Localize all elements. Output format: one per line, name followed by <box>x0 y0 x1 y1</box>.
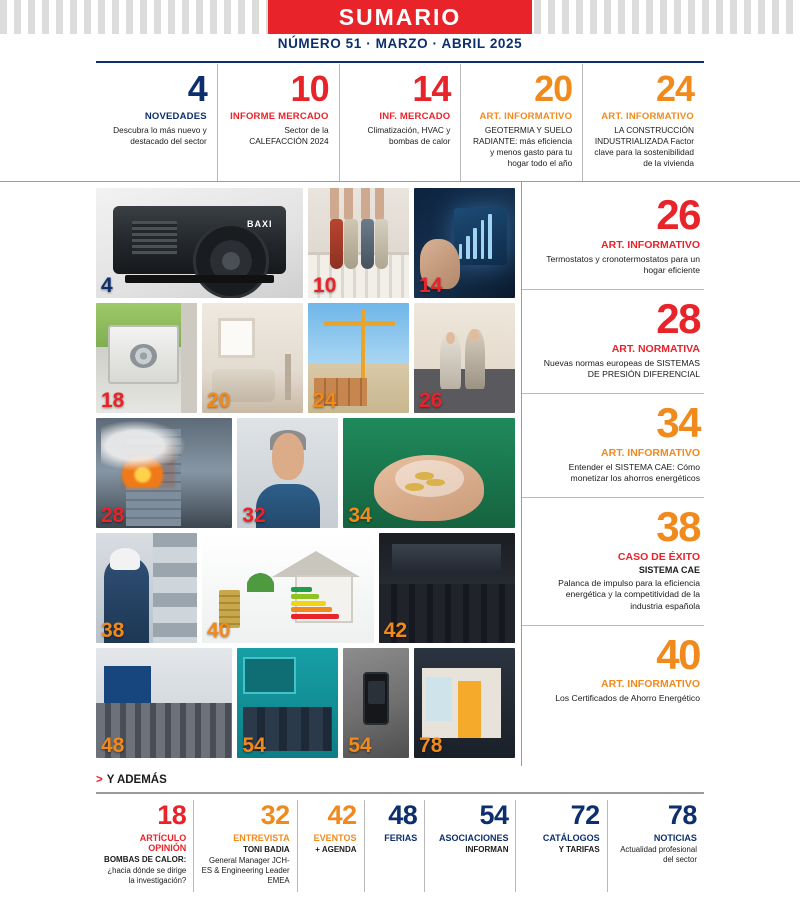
photo-tile-54[interactable] <box>343 648 409 758</box>
entry-heading: ART. NORMATIVA <box>611 342 700 355</box>
also-entry-72[interactable] <box>515 800 606 892</box>
entry-heading: ART. INFORMATIVO <box>601 678 700 691</box>
also-title <box>96 774 704 792</box>
entry-heading: FERIAS <box>384 832 418 843</box>
entry-description: ¿hacia dónde se dirige la investigación? <box>107 865 187 885</box>
summary-entry-20[interactable] <box>460 64 582 181</box>
entry-heading: ART. INFORMATIVO <box>601 111 694 123</box>
right-summary-rail <box>521 182 704 766</box>
masthead-rule <box>96 61 704 63</box>
also-entry-78[interactable] <box>607 800 704 892</box>
entry-description: Nuevas normas europeas de SISTEMAS DE PRESIÓN DIFERENCIAL <box>543 357 700 380</box>
top-summary-row <box>0 64 800 182</box>
entry-subheading: INFORMAN <box>465 844 509 854</box>
page-number: 54 <box>479 799 509 830</box>
entry-heading: INFORME MERCADO <box>230 111 329 123</box>
entry-heading: CASO DE ÉXITO <box>617 550 700 563</box>
entry-description: Actualidad profesional del sector <box>620 844 697 864</box>
also-entry-32[interactable] <box>193 800 296 892</box>
photo-page-number: 18 <box>101 389 125 412</box>
photo-page-number: 32 <box>242 504 266 527</box>
bottom-summary-row <box>96 794 704 892</box>
page-number: 26 <box>656 191 700 238</box>
entry-subheading: SISTEMA CAE <box>638 564 700 575</box>
photo-page-number: 38 <box>101 619 125 642</box>
photo-page-number: 54 <box>348 734 372 757</box>
entry-description: Climatización, HVAC y bombas de calor <box>367 125 451 147</box>
summary-entry-26[interactable] <box>522 186 704 290</box>
entry-heading: ENTREVISTA <box>233 832 290 843</box>
photo-tile-78[interactable] <box>414 648 515 758</box>
entry-heading: ARTÍCULO OPINIÓN <box>139 832 187 853</box>
page-number: 78 <box>667 799 697 830</box>
summary-entry-4[interactable] <box>96 64 217 181</box>
page-number: 40 <box>656 630 700 678</box>
photo-illustration: BAXI <box>96 188 303 298</box>
page-number: 72 <box>570 799 600 830</box>
photo-page-number: 34 <box>348 504 372 527</box>
also-entry-42[interactable] <box>297 800 364 892</box>
photo-page-number: 14 <box>419 274 443 297</box>
entry-heading: INF. MERCADO <box>379 111 451 123</box>
also-entry-18[interactable] <box>96 800 193 892</box>
summary-entry-28[interactable] <box>522 290 704 394</box>
photo-page-number: 10 <box>313 274 337 297</box>
photo-grid <box>96 188 515 758</box>
page-number: 24 <box>655 68 694 109</box>
summary-entry-40[interactable] <box>522 626 704 717</box>
photo-tile-20[interactable] <box>202 303 303 413</box>
entry-heading: ART. INFORMATIVO <box>601 446 700 459</box>
page-number: 20 <box>534 68 573 109</box>
photo-tile-24[interactable] <box>308 303 409 413</box>
body-wrap <box>0 182 800 766</box>
masthead <box>0 0 800 64</box>
entry-subheading: Y TARIFAS <box>558 844 600 854</box>
chevron-right-icon: > <box>96 774 103 786</box>
photo-tile-4[interactable] <box>96 188 303 298</box>
page-number: 28 <box>656 294 700 342</box>
entry-description: GEOTERMIA Y SUELO RADIANTE: más eficiencia y menos gasto para tu hogar todo el año <box>473 125 573 168</box>
summary-entry-34[interactable] <box>522 394 704 498</box>
also-section <box>0 766 800 892</box>
entry-description: Los Certificados de Ahorro Energético <box>555 693 700 704</box>
photo-page-number: 28 <box>101 504 125 527</box>
entry-heading: CATÁLOGOS <box>542 832 600 843</box>
summary-entry-10[interactable] <box>217 64 339 181</box>
photo-page-number: 20 <box>207 389 231 412</box>
entry-description: Palanca de impulso para la eficiencia energética y la competitividad de la industria española <box>558 577 700 611</box>
entry-heading: ART. INFORMATIVO <box>601 238 700 251</box>
entry-subheading: + AGENDA <box>315 844 357 854</box>
page-number: 34 <box>656 398 700 446</box>
also-title-label: Y ADEMÁS <box>106 774 167 786</box>
entry-heading: NOTICIAS <box>653 832 697 843</box>
issue-subtitle: NÚMERO 51 · MARZO · ABRIL 2025 <box>277 36 523 51</box>
photo-tile-18[interactable] <box>96 303 197 413</box>
entry-heading: NOVEDADES <box>144 111 207 123</box>
photo-tile-40[interactable] <box>202 533 374 643</box>
page-title: SUMARIO <box>338 3 462 30</box>
photo-page-number: 40 <box>207 619 231 642</box>
photo-tile-10[interactable] <box>308 188 409 298</box>
page-number: 10 <box>290 68 329 109</box>
photo-page-number: 26 <box>419 389 443 412</box>
entry-description: Sector de la CALEFACCIÓN 2024 <box>249 125 329 147</box>
photo-tile-32[interactable] <box>237 418 338 528</box>
photo-tile-54[interactable] <box>237 648 338 758</box>
photo-tile-34[interactable] <box>343 418 515 528</box>
masthead-stripes-left <box>0 0 280 34</box>
page-number: 18 <box>157 799 187 830</box>
masthead-stripes-right <box>520 0 800 34</box>
photo-page-number: 48 <box>101 734 125 757</box>
photo-tile-48[interactable] <box>96 648 232 758</box>
also-entry-54[interactable] <box>424 800 515 892</box>
photo-tile-42[interactable] <box>379 533 515 643</box>
entry-heading: EVENTOS <box>313 832 357 843</box>
entry-subheading: BOMBAS DE CALOR: <box>104 854 187 864</box>
page-number: 4 <box>187 68 207 109</box>
page-number: 42 <box>327 799 357 830</box>
also-entry-48[interactable] <box>364 800 425 892</box>
photo-page-number: 42 <box>383 619 408 642</box>
photo-page-number: 24 <box>313 389 337 412</box>
entry-description: General Manager JCH-ES & Engineering Leader EMEA <box>201 855 290 885</box>
entry-description: Descubra lo más nuevo y destacado del sector <box>113 125 207 147</box>
page-number: 14 <box>412 68 451 109</box>
page-number: 38 <box>656 502 700 550</box>
photo-page-number: 54 <box>242 734 266 757</box>
photo-tile-26[interactable] <box>414 303 515 413</box>
photo-tile-28[interactable] <box>96 418 232 528</box>
photo-grid-column <box>96 182 521 766</box>
photo-page-number: 4 <box>101 274 113 297</box>
page-number: 48 <box>388 799 418 830</box>
entry-description: Termostatos y cronotermostatos para un hogar eficiente <box>546 253 700 276</box>
entry-description: LA CONSTRUCCIÓN INDUSTRIALIZADA Factor clave para la sostenibilidad de la vivienda <box>594 125 694 168</box>
entry-description: Entender el SISTEMA CAE: Cómo monetizar los ahorros energéticos <box>568 461 700 484</box>
summary-entry-38[interactable] <box>522 498 704 626</box>
page-number: 32 <box>260 799 290 830</box>
summary-entry-14[interactable] <box>339 64 461 181</box>
entry-heading: ASOCIACIONES <box>438 832 509 843</box>
photo-tile-38[interactable] <box>96 533 197 643</box>
summary-entry-24[interactable] <box>582 64 704 181</box>
entry-subheading: TONI BADIA <box>243 844 290 854</box>
entry-heading: ART. INFORMATIVO <box>479 111 573 123</box>
photo-tile-14[interactable] <box>414 188 515 298</box>
photo-page-number: 78 <box>419 734 443 757</box>
